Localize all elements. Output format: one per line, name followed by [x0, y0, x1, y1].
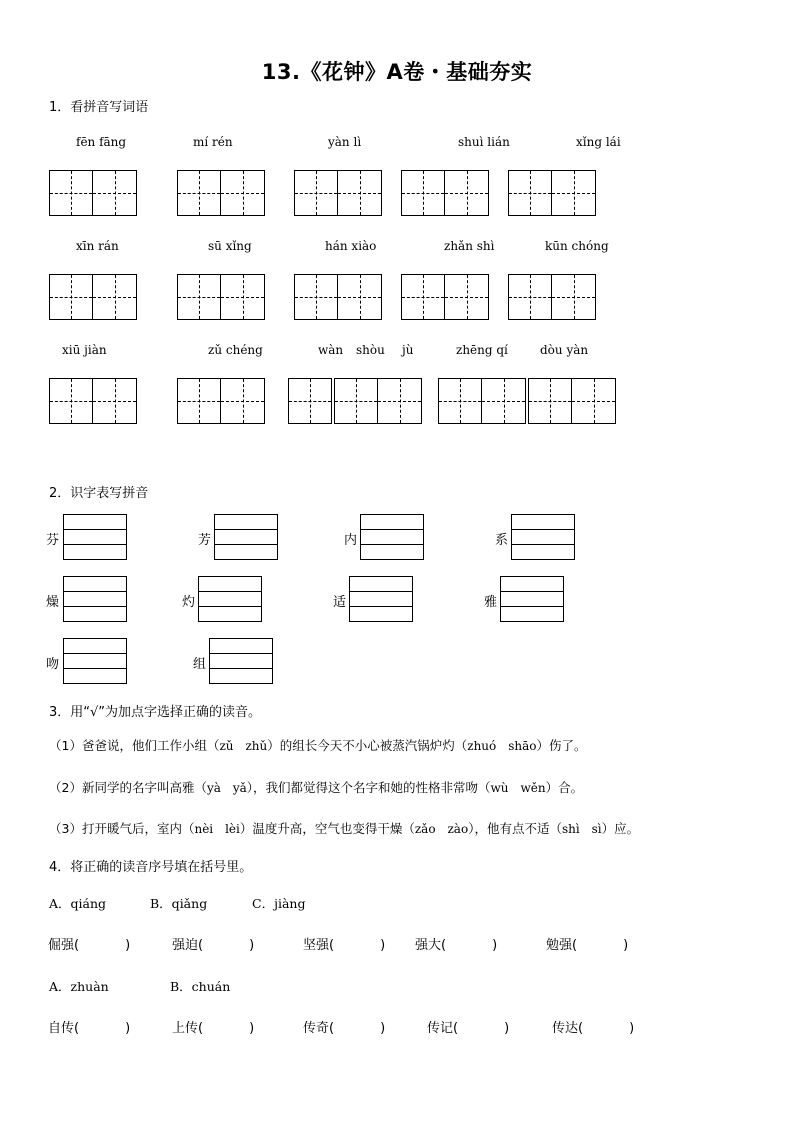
q3-sentence-2: （2）新同学的名字叫高雅（yà yǎ），我们都觉得这个名字和她的性格非常吻（wù wěn）合。	[49, 780, 584, 795]
pinyin-option[interactable]: wù	[490, 781, 509, 795]
pinyin-label: dòu yàn	[540, 343, 589, 357]
pinyin-label: yàn lì	[328, 135, 362, 149]
char-label: 内	[344, 533, 358, 548]
pinyin-label: jù	[402, 343, 414, 357]
pinyin-lines[interactable]	[63, 638, 127, 684]
pinyin-option[interactable]: shì	[561, 822, 580, 836]
char-label: 雅	[484, 595, 498, 610]
pinyin-lines[interactable]	[349, 576, 413, 622]
writing-grid[interactable]	[438, 378, 526, 424]
pinyin-option[interactable]: sì	[591, 822, 602, 836]
writing-grid[interactable]	[49, 170, 137, 216]
reading-option: A．zhuàn	[49, 979, 109, 994]
q4-heading: 4．将正确的读音序号填在括号里。	[49, 860, 253, 875]
writing-grid[interactable]	[49, 378, 137, 424]
char-label: 适	[333, 595, 347, 610]
writing-grid[interactable]	[508, 274, 596, 320]
pinyin-label: xiū jiàn	[62, 343, 107, 357]
pinyin-option[interactable]: yǎ	[232, 781, 247, 795]
pinyin-label: xīn rán	[76, 239, 119, 253]
pinyin-option[interactable]: zǎo	[414, 822, 436, 836]
fill-blank[interactable]: 传记( )	[427, 1021, 510, 1036]
fill-blank[interactable]: 上传( )	[172, 1021, 255, 1036]
writing-grid[interactable]	[528, 378, 616, 424]
pinyin-lines[interactable]	[214, 514, 278, 560]
writing-grid[interactable]	[401, 274, 489, 320]
writing-grid[interactable]	[177, 378, 265, 424]
char-label: 灼	[182, 595, 196, 610]
q1-heading: 1．看拼音写词语	[49, 100, 149, 115]
pinyin-label: kūn chóng	[545, 239, 609, 253]
pinyin-option[interactable]: zào	[447, 822, 469, 836]
pinyin-label: mí rén	[193, 135, 233, 149]
pinyin-label: wàn	[318, 343, 344, 357]
writing-grid[interactable]	[334, 378, 422, 424]
pinyin-lines[interactable]	[198, 576, 262, 622]
pinyin-option[interactable]: zǔ	[219, 739, 234, 753]
char-label: 芳	[198, 533, 212, 548]
fill-blank[interactable]: 强大( )	[415, 938, 498, 953]
pinyin-label: zhǎn shì	[444, 239, 495, 253]
q3-heading: 3．用“√”为加点字选择正确的读音。	[49, 705, 262, 720]
pinyin-label: zhēng qí	[456, 343, 508, 357]
pinyin-lines[interactable]	[63, 576, 127, 622]
char-label: 组	[193, 657, 207, 672]
pinyin-label: shuì lián	[458, 135, 510, 149]
q2-heading: 2．识字表写拼音	[49, 486, 149, 501]
q3-sentence-1: （1）爸爸说，他们工作小组（zǔ zhǔ）的组长今天不小心被蒸汽锅炉灼（zhuó shāo）伤了。	[49, 738, 587, 753]
pinyin-lines[interactable]	[360, 514, 424, 560]
pinyin-option[interactable]: nèi	[194, 822, 214, 836]
pinyin-label: fēn fāng	[76, 135, 127, 149]
fill-blank[interactable]: 强迫( )	[172, 938, 255, 953]
q3-sentence-3: （3）打开暖气后，室内（nèi lèi）温度升高，空气也变得干燥（zǎo zào），他有点不适（shì sì）应。	[49, 821, 640, 836]
writing-grid[interactable]	[508, 170, 596, 216]
writing-grid[interactable]	[294, 274, 382, 320]
pinyin-option[interactable]: zhǔ	[245, 739, 268, 753]
writing-grid[interactable]	[294, 170, 382, 216]
pinyin-option[interactable]: yà	[206, 781, 221, 795]
char-label: 系	[495, 533, 509, 548]
reading-option: A．qiáng	[49, 896, 107, 911]
fill-blank[interactable]: 传奇( )	[303, 1021, 386, 1036]
pinyin-label: hán xiào	[325, 239, 377, 253]
pinyin-lines[interactable]	[209, 638, 273, 684]
fill-blank[interactable]: 坚强( )	[303, 938, 386, 953]
pinyin-lines[interactable]	[500, 576, 564, 622]
pinyin-option[interactable]: zhuó	[467, 739, 497, 753]
writing-grid[interactable]	[177, 274, 265, 320]
page-title: 13.《花钟》A卷・基础夯实	[261, 60, 533, 84]
fill-blank[interactable]: 自传( )	[48, 1021, 131, 1036]
writing-grid[interactable]	[49, 274, 137, 320]
reading-option: C．jiàng	[252, 896, 306, 911]
writing-grid[interactable]	[177, 170, 265, 216]
char-label: 燥	[46, 595, 60, 610]
fill-blank[interactable]: 传达( )	[552, 1021, 635, 1036]
pinyin-label: zǔ chéng	[208, 343, 263, 357]
char-label: 吻	[46, 657, 60, 672]
fill-blank[interactable]: 勉强( )	[546, 938, 629, 953]
pinyin-option[interactable]: lèi	[225, 822, 240, 836]
pinyin-option[interactable]: wěn	[520, 781, 546, 795]
writing-grid[interactable]	[288, 378, 332, 424]
pinyin-label: sū xǐng	[208, 239, 252, 253]
writing-grid[interactable]	[401, 170, 489, 216]
fill-blank[interactable]: 倔强( )	[48, 938, 131, 953]
pinyin-option[interactable]: shāo	[508, 739, 537, 753]
pinyin-lines[interactable]	[511, 514, 575, 560]
pinyin-lines[interactable]	[63, 514, 127, 560]
pinyin-label: shòu	[356, 343, 385, 357]
reading-option: B．chuán	[170, 979, 231, 994]
reading-option: B．qiǎng	[150, 896, 208, 911]
pinyin-label: xǐng lái	[576, 135, 621, 149]
char-label: 芬	[46, 533, 60, 548]
